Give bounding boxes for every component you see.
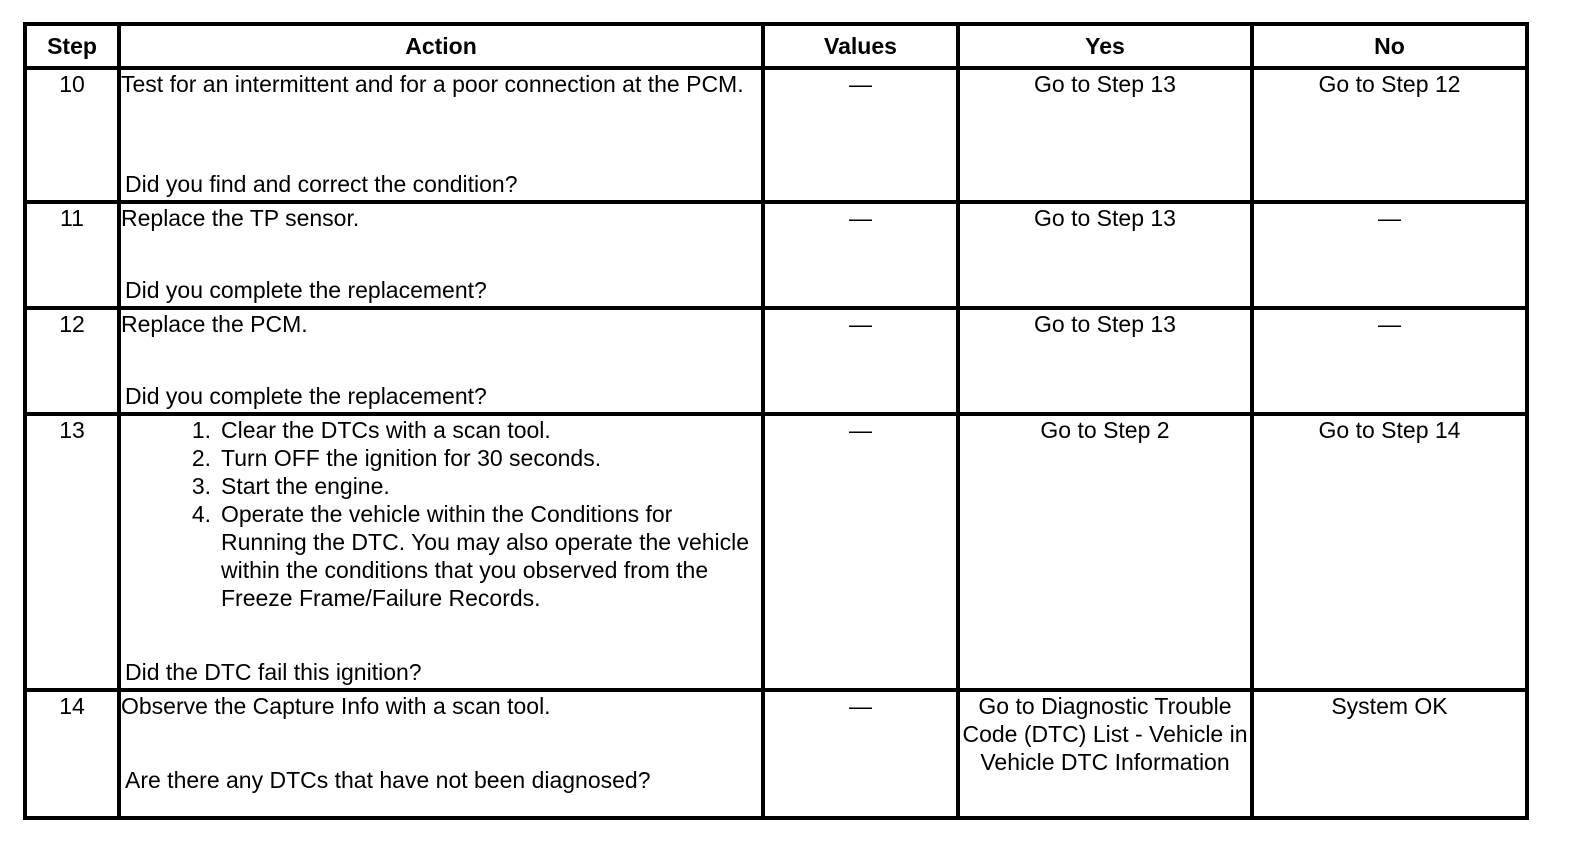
- list-item-number: 4.: [191, 501, 211, 527]
- action-instruction: Test for an intermittent and for a poor connection at the PCM.: [121, 71, 744, 97]
- step-number: 14: [25, 690, 119, 818]
- values-cell: —: [763, 690, 958, 818]
- list-item: [121, 472, 761, 500]
- yes-cell: Go to Step 2: [958, 414, 1252, 690]
- action-cell: [119, 690, 763, 818]
- step-number: 10: [25, 68, 119, 202]
- list-item-number: 2.: [191, 445, 211, 471]
- header-action: Action: [119, 24, 763, 68]
- header-values: Values: [763, 24, 958, 68]
- table-row: [25, 68, 1527, 202]
- no-cell: —: [1252, 308, 1527, 414]
- action-question: Did you complete the replacement?: [125, 277, 487, 303]
- list-item-number: 1.: [191, 417, 211, 443]
- action-instruction: Replace the TP sensor.: [121, 205, 360, 231]
- table-row: [25, 690, 1527, 818]
- action-cell: [119, 68, 763, 202]
- header-yes: Yes: [958, 24, 1252, 68]
- no-cell: Go to Step 12: [1252, 68, 1527, 202]
- list-item: [121, 444, 761, 472]
- values-cell: —: [763, 68, 958, 202]
- header-row: [25, 24, 1527, 68]
- diagnostic-table: [23, 22, 1529, 820]
- action-question: Did you find and correct the condition?: [125, 171, 518, 197]
- table-row: [25, 414, 1527, 690]
- yes-cell: Go to Step 13: [958, 202, 1252, 308]
- yes-cell: Go to Step 13: [958, 68, 1252, 202]
- action-question: Are there any DTCs that have not been diagnosed?: [125, 767, 651, 793]
- no-cell: —: [1252, 202, 1527, 308]
- step-number: 11: [25, 202, 119, 308]
- no-cell: Go to Step 14: [1252, 414, 1527, 690]
- values-cell: —: [763, 414, 958, 690]
- no-cell: System OK: [1252, 690, 1527, 818]
- action-question: Did the DTC fail this ignition?: [125, 659, 422, 685]
- action-question: Did you complete the replacement?: [125, 383, 487, 409]
- table-row: [25, 308, 1527, 414]
- header-no: No: [1252, 24, 1527, 68]
- numbered-list: [121, 416, 761, 612]
- list-item: [121, 416, 761, 444]
- list-item-text: Start the engine.: [221, 473, 390, 499]
- action-cell: [119, 414, 763, 690]
- action-cell: [119, 202, 763, 308]
- values-cell: —: [763, 202, 958, 308]
- step-number: 13: [25, 414, 119, 690]
- action-instruction: Observe the Capture Info with a scan tool.: [121, 693, 551, 719]
- table-row: [25, 202, 1527, 308]
- list-item-text: Operate the vehicle within the Conditions for Running the DTC. You may also operate the vehicle within the conditions that you observed from the Freeze Frame/Failure Records.: [221, 501, 750, 611]
- list-item-text: Turn OFF the ignition for 30 seconds.: [221, 445, 602, 471]
- action-instruction: Replace the PCM.: [121, 311, 308, 337]
- header-step: Step: [25, 24, 119, 68]
- yes-cell: Go to Step 13: [958, 308, 1252, 414]
- step-number: 12: [25, 308, 119, 414]
- list-item-number: 3.: [191, 473, 211, 499]
- list-item-text: Clear the DTCs with a scan tool.: [221, 417, 551, 443]
- list-item: [121, 500, 761, 612]
- values-cell: —: [763, 308, 958, 414]
- action-cell: [119, 308, 763, 414]
- yes-cell: Go to Diagnostic Trouble Code (DTC) List - Vehicle in Vehicle DTC Information: [958, 690, 1252, 818]
